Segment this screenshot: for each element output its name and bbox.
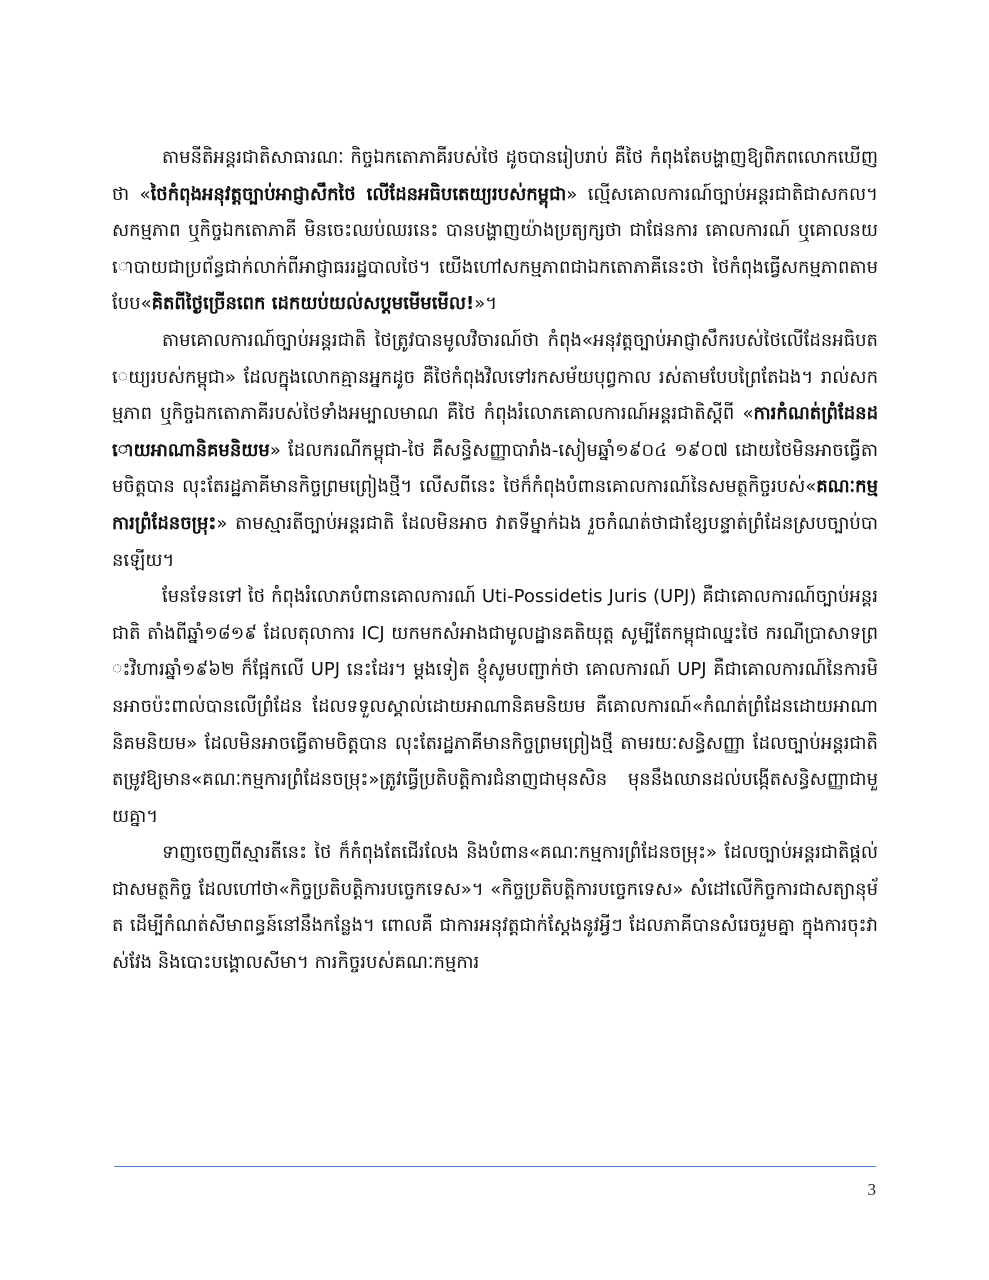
paragraph-2-bold-2: គណៈកម្មការព្រំដែនចម្រុះ	[112, 476, 878, 534]
paragraph-1-text-2: » ល្មើសគោលការណ៍ច្បាប់អន្តរជាតិជាសកល។ សកម្មភាព ឬកិច្ចឯកតោភាគី មិនចេះឈប់ឈរនេះ បានបង្ហាញយ៉ាងប្រត្យក្សថា ជាផែនការ គោលការណ៍ ឬគោលនយោបាយជាប្រព័ន្ធជាក់លាក់ពីអាជ្ញាធររដ្ឋបាលថៃ។ យើងហៅសកម្មភាពជាឯកតោភាគីនេះថា ថៃកំពុងធ្វើសកម្មភាពតាមបែប«	[112, 183, 878, 315]
paragraph-2	[112, 323, 878, 579]
paragraph-1-bold-2: គិតពីថ្ងៃច្រើនពេក ដេកយប់យល់សប្តមមើមមើល!	[151, 293, 475, 315]
footer-rule	[114, 1166, 876, 1167]
paragraph-2-text-3: » តាមស្មារតីច្បាប់អន្តរជាតិ ដែលមិនអាច វាតទីម្នាក់ឯង រួចកំណត់ថាជាខ្សែបន្ទាត់ព្រំដែនស្របច្បាប់បានឡើយ។	[112, 512, 878, 571]
paragraph-3-text-1: មែនទែនទៅ ថៃ កំពុងរំលោភបំពានគោលការណ៍ Uti-Possidetis Juris (UPJ) គឺជាគោលការណ៍ច្បាប់អន្តរជាតិ តាំងពីឆ្នាំ១៨១៩ ដែលតុលាការ ICJ យកមកសំអាងជាមូលដ្ឋានគតិយុត្ត សូម្បីតែកម្ពុជាឈ្នះថៃ ករណីប្រាសាទព្រះវិហារឆ្នាំ១៩៦២ ក៏ផ្អែកលើ UPJ នេះដែរ។ ម្តងទៀត ខ្ញុំសូមបញ្ជាក់ថា គោលការណ៍ UPJ គឺជាគោលការណ៍នៃការមិនអាចប៉ះពាល់បានលើព្រំដែន ដែលទទួលស្គាល់ដោយអាណានិគមនិយម គឺគោលការណ៍«កំណត់ព្រំដែនដោយអាណានិគមនិយម» ដែលមិនអាចធ្វើតាមចិត្តបាន លុះតែរដ្ឋភាគីមានកិច្ចព្រមព្រៀងថ្មី តាមរយៈសន្ធិសញ្ញា ដែលច្បាប់អន្តរជាតិតម្រូវឱ្យមាន«គណៈកម្មការព្រំដែនចម្រុះ»ត្រូវធ្វើប្រតិបត្តិការជំនាញជាមុនសិន មុននឹងឈានដល់បង្កើតសន្ធិសញ្ញាជាមួយគ្នា។	[112, 586, 878, 827]
paragraph-1-text-1: តាមនីតិអន្តរជាតិសាធារណៈ កិច្ចឯកតោភាគីរបស់ថៃ ដូចបានរៀបរាប់ គឺថៃ កំពុងតែបង្ហាញឱ្យពិភពលោកឃើញថា «	[112, 147, 878, 205]
paragraph-1	[112, 140, 878, 323]
paragraph-2-bold-1: ការកំណត់ព្រំដែនដោយអាណានិគមនិយម	[112, 403, 878, 461]
paragraph-4-text-1: ទាញចេញពីស្មារតីនេះ ថៃ ក៏កំពុងតែជើរលែង និងបំពាន«គណៈកម្មការព្រំដែនចម្រុះ» ដែលច្បាប់អន្តរជាតិផ្តល់ជាសមត្ថកិច្ច ដែលហៅថា«កិច្ចប្រតិបត្តិការបច្ចេកទេស»។ «កិច្ចប្រតិបត្តិការបច្ចេកទេស» សំដៅលើកិច្ចការជាសត្យានុម័ត ដើម្បីកំណត់សីមាពន្ធន៍នៅនឹងកន្លែង។ ពោលគឺ ជាការអនុវត្តជាក់ស្តែងនូវអ្វីៗ ដែលភាគីបានសំរេចរួមគ្នា ក្នុងការចុះវាស់វែង និងបោះបង្គោលសីមា។ ការកិច្ចរបស់គណៈកម្មការ	[112, 842, 878, 974]
paragraph-1-bold-1: ថៃកំពុងអនុវត្តច្បាប់អាជ្ញាសឹកថៃ លើដែនអធិបតេយ្យរបស់កម្ពុជា	[150, 183, 567, 205]
page-number: 3	[867, 1180, 876, 1199]
paragraph-4	[112, 835, 878, 981]
paragraph-3	[112, 579, 878, 835]
page-body	[112, 140, 878, 1130]
paragraph-2-text-1: តាមគោលការណ៍ច្បាប់អន្តរជាតិ ថៃត្រូវបានមូលវិចារណ៍ថា កំពុង«អនុវត្តច្បាប់អាជ្ញាសឹករបស់ថៃលើដែនអធិបតេយ្យរបស់កម្ពុជា» ដែលក្នុងលោកគ្មានអ្នកដូច គឺថៃកំពុងវិលទៅរកសម័យបុព្វកាល រស់តាមបែបព្រៃតែឯង។ រាល់សកម្មភាព ឬកិច្ចឯកតោភាគីរបស់ថៃទាំងអម្បាលមាណ គឺថៃ កំពុងរំលោភគោលការណ៍អន្តរជាតិស្តីពី «	[112, 329, 878, 425]
paragraph-1-text-3: »។	[474, 293, 498, 315]
paragraph-2-text-2: » ដែលករណីកម្ពុជា-ថៃ គឺសន្ធិសញ្ញាបារាំង-សៀមឆ្នាំ១៩០៤ ១៩០៧ ដោយថៃមិនអាចធ្វើតាមចិត្តបាន លុះតែរដ្ឋភាគីមានកិច្ចព្រមព្រៀងថ្មី។ លើសពីនេះ ថៃក៏កំពុងបំពានគោលការណ៍នៃសមត្ថកិច្ចរបស់«	[112, 439, 878, 498]
